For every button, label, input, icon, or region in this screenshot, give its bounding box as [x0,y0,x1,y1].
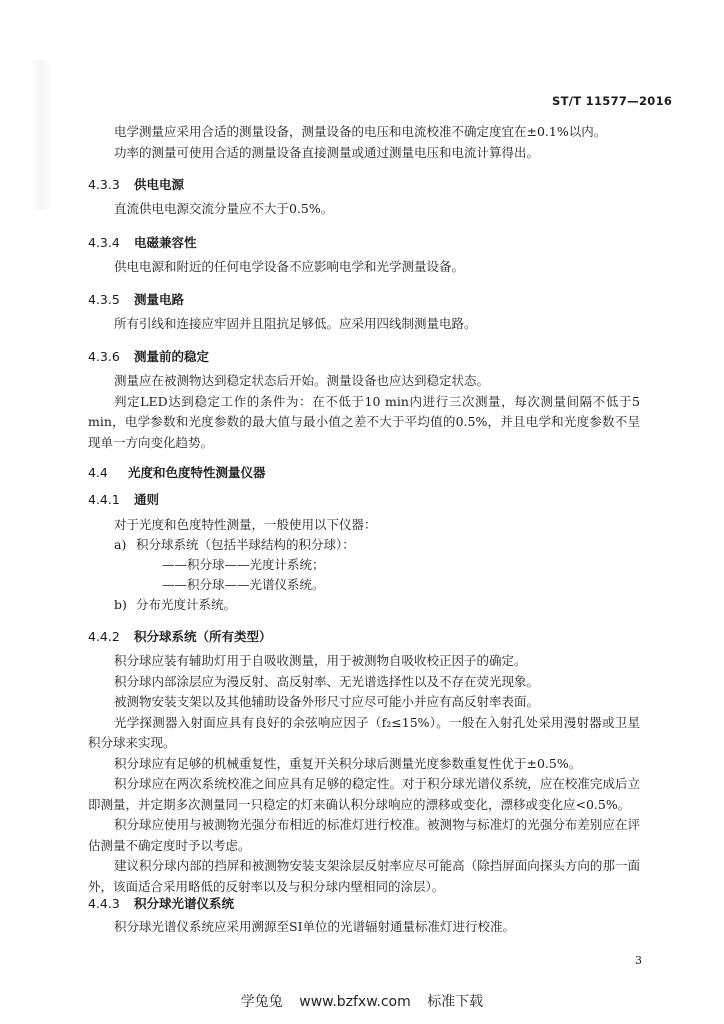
section-title: 光度和色度特性测量仪器 [128,465,266,480]
paragraph: 建议积分球内部的挡屏和被测物安装支架涂层反射率应尽可能高（除挡屏面向探头方向的那一面外，该面适合采用略低的反射率以及与积分球内壁相同的涂层）。 [88,858,640,894]
section-heading-4-3-5 [88,290,184,308]
section-body-4-3-3 [88,199,640,220]
section-heading-4-4-1 [88,490,159,508]
paragraph: 供电电源和附近的任何电学设备不应影响电学和光学测量设备。 [114,259,465,274]
paragraph: 判定LED达到稳定工作的条件为：在不低于10 min内进行三次测量，每次测量间隔不低于5 min，电学参数和光度参数的最大值与最小值之差不大于平均值的0.5%，并且电学和光度参数不呈现单一方向变化趋势。 [88,393,640,450]
section-title: 测量电路 [134,292,185,307]
section-heading-4-3-4 [88,233,197,251]
section-number: 4.3.6 [88,349,120,364]
footer-site-name: 学兔兔 [240,994,283,1010]
list-label: b) [114,597,127,612]
paragraph: 积分球内部涂层应为漫反射、高反射率、无光谱选择性以及不存在荧光现象。 [114,673,540,689]
section-number: 4.4.3 [88,896,120,911]
section-heading-4-4-3 [88,894,234,912]
section-intro-4-4-1 [88,515,640,536]
section-body-4-3-5 [88,314,640,335]
paragraph: 积分球应装有辅助灯用于自吸收测量，用于被测物自吸收校正因子的确定。 [114,653,527,668]
list-text: 积分球系统（包括半球结构的积分球）： [136,537,355,552]
section-body-4-4-3 [88,917,640,938]
section-number: 4.4.2 [88,629,120,644]
standard-code: ST/T 11577—2016 [552,94,673,108]
section-title: 供电电源 [134,177,185,192]
paragraph: 功率的测量可使用合适的测量设备直接测量或通过测量电压和电流计算得出。 [114,144,540,160]
section-heading-4-3-6 [88,347,209,365]
list-item [114,575,355,595]
list-text: ——积分球——光谱仪系统。 [162,577,325,592]
paragraph: 测量应在被测物达到稳定状态后开始。测量设备也应达到稳定状态。 [114,373,490,388]
list-label: a) [114,537,127,552]
scan-shadow [30,60,52,210]
section-title: 积分球光谱仪系统 [134,896,235,911]
section-body-4-3-6 [88,371,640,453]
section-heading-4-4 [88,463,266,481]
paragraph: 对于光度和色度特性测量，一般使用以下仪器： [114,517,377,532]
section-body-4-4-2 [88,651,640,897]
section-title: 测量前的稳定 [134,349,210,364]
paragraph: 积分球光谱仪系统应采用溯源至SI单位的光谱辐射通量标准灯进行校准。 [114,919,516,934]
list-text: ——积分球——光度计系统； [162,557,325,572]
paragraph: 积分球应在两次系统校准之间应具有足够的稳定性。对于积分球光谱仪系统，应在校准完成后立即测量，并定期多次测量同一只稳定的灯来确认积分球响应的漂移或变化，漂移或变化应<0.5%。 [88,776,640,812]
paragraph: 被测物安装支架以及其他辅助设备外形尺寸应尽可能小并应有高反射率表面。 [114,694,540,709]
section-number: 4.3.3 [88,177,120,192]
paragraph: 直流供电电源交流分量应不大于0.5%。 [114,201,334,216]
section-body-4-3-4 [88,257,640,278]
footer-tagline: 标准下载 [427,994,484,1010]
section-heading-4-3-3 [88,175,184,193]
section-number: 4.3.5 [88,292,120,307]
section-heading-4-4-2 [88,627,272,645]
section-number: 4.4 [88,465,108,480]
paragraph: 所有引线和连接应牢固并且阻抗足够低。应采用四线制测量电路。 [114,316,477,331]
list-item [114,595,355,615]
section-number: 4.4.1 [88,492,120,507]
intro-block [88,122,640,163]
page-number: 3 [635,954,642,967]
instrument-list [114,535,355,615]
paragraph: 积分球应使用与被测物光强分布相近的标准灯进行校准。被测物与标准灯的光强分布差别应在评估测量不确定度时予以考虑。 [88,817,640,853]
paragraph: 积分球应有足够的机械重复性，重复开关积分球后测量光度参数重复性优于±0.5%。 [114,755,582,771]
section-number: 4.3.4 [88,235,120,250]
section-title: 积分球系统（所有类型） [134,629,272,644]
paragraph: 电学测量应采用合适的测量设备，测量设备的电压和电流校准不确定度宜在±0.1%以内。 [114,124,607,139]
footer-watermark [0,991,724,1011]
list-item [114,555,355,575]
section-title: 电磁兼容性 [134,235,197,250]
list-text: 分布光度计系统。 [136,597,237,612]
paragraph: 光学探测器入射面应具有良好的余弦响应因子（f₂≤15%）。一般在入射孔处采用漫射器或卫星积分球来实现。 [88,714,640,750]
footer-url[interactable]: www.bzfxw.com [299,994,411,1010]
section-title: 通则 [134,492,160,507]
list-item [114,535,355,555]
